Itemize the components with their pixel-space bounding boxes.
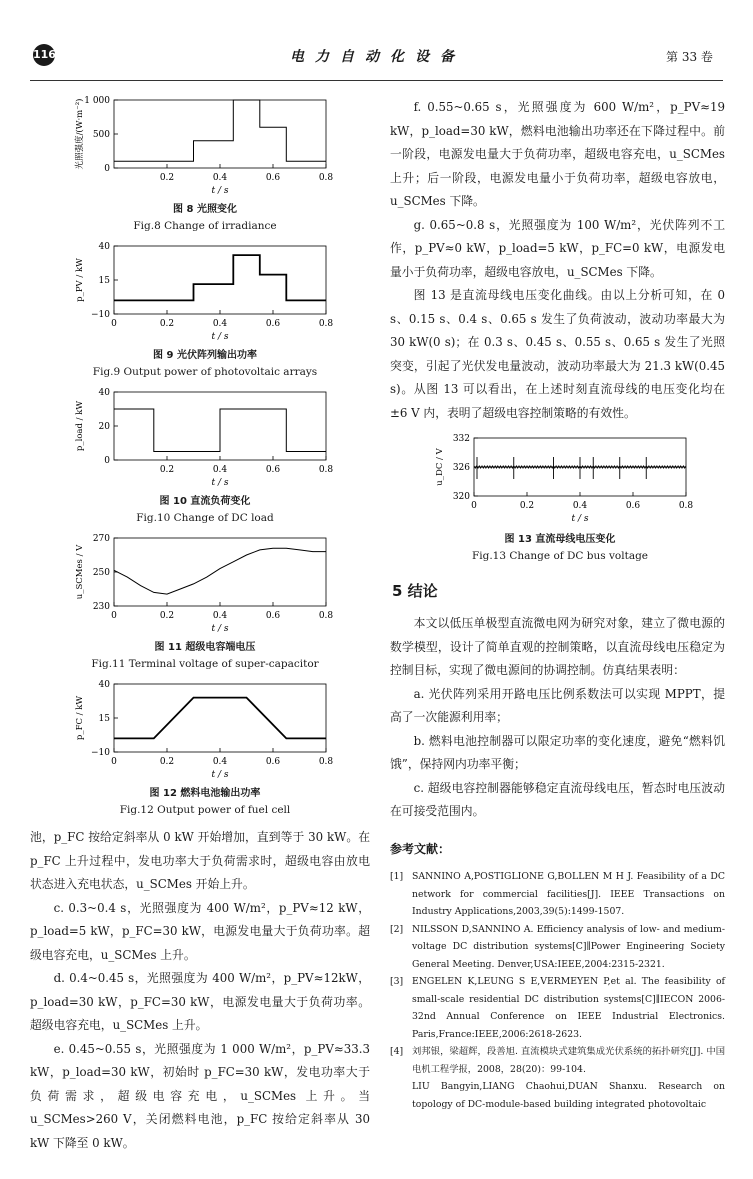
- reference-item: [3] ENGELEN K,LEUNG S E,VERMEYEN P,et al. The feasibility of small-scale residential DC distribution systems[C]∥IECON 2006-32nd Annual Conference on IEEE Industrial Electronics. Paris,France:IEEE,2006:2618-2623.: [390, 976, 725, 1040]
- x-tick-label: 0.2: [159, 465, 175, 475]
- reference-item: [2] NILSSON D,SANNINO A. Efficiency analysis of low- and medium-voltage DC distribution systems[C]∥Power Engineering Society General Meeting. Denver,USA:IEEE,2004:2315-2321.: [390, 923, 725, 970]
- supercap-voltage-chart: [60, 528, 340, 638]
- x-tick-label: 0.2: [159, 173, 175, 183]
- y-tick-label: 250: [92, 568, 110, 578]
- x-axis-label: t / s: [211, 770, 229, 780]
- irradiance-chart: [60, 90, 340, 200]
- figure-12: [60, 674, 340, 784]
- y-tick-label: 270: [92, 534, 110, 544]
- references-list: [390, 868, 725, 1113]
- x-tick-label: 0: [111, 611, 117, 621]
- section-heading: 5 结论: [392, 582, 438, 600]
- y-tick-label: 40: [98, 242, 110, 252]
- figure-8: [60, 90, 340, 200]
- figure-11: [60, 528, 340, 638]
- y-tick-label: 40: [98, 388, 110, 398]
- y-tick-label: −10: [91, 310, 110, 320]
- left-body-text: 池，p_FC 按给定斜率从 0 kW 开始增加，直到等于 30 kW。在 p_FC 上升过程中，发电功率大于负荷需求时，超级电容由放电状态进入充电状态，u_SCMes 开始上升。 c. 0.3~0.4 s，光照强度为 400 W/m²，p_PV≈12 kW，p_load=5 kW，p_FC=30 kW，电源发电量大于负荷功率。超级电容充电，u_SCMes 上升。 d. 0.4~0.45 s，光照强度为 400 W/m²，p_PV≈12kW，p_load=30 kW，p_FC=30 kW，电源发电量大于负荷功率。超级电容充电，u_SCMes 上升。 e. 0.45~0.55 s，光照强度为 1 000 W/m²，p_PV≈33.3 kW，p_load=30 kW，初始时 p_FC=30 kW，发电功率大于负荷需求，超级电容充电，u_SCMes 上升。当 u_SCMes>260 V，关闭燃料电池，p_FC 按给定斜率从 30 kW 下降至 0 kW。: [30, 830, 370, 1150]
- x-axis-label: t / s: [571, 514, 589, 524]
- right-body-text: f. 0.55~0.65 s，光照强度为 600 W/m²，p_PV≈19 kW，p_load=30 kW，燃料电池输出功率还在下降过程中。前一阶段，电源发电量大于负荷功率，超级电容充电，u_SCMes 上升；后一阶段，电源发电量小于负荷功率，超级电容放电，u_SCMes 下降。 g. 0.65~0.8 s，光照强度为 100 W/m²，光伏阵列不工作，p_PV≈0 kW，p_load=5 kW，p_FC=0 kW，电源发电量小于负荷功率，超级电容放电，u_SCMes 下降。 图 13 是直流母线电压变化曲线。由以上分析可知，在 0 s、0.15 s、0.4 s、0.65 s 发生了负荷波动，波动功率最大为 30 kW(0 s)；在 0.3 s、0.45 s、0.55 s、0.65 s 发生了光照突变，引起了光伏发电量波动，波动功率最大为 21.3 kW(0.45 s)。从图 13 可以看出，在上述时刻直流母线的电压变化均在 ±6 V 内，表明了超级电容控制策略的有效性。: [390, 100, 725, 420]
- volume-label: 第 33 卷: [666, 50, 713, 64]
- x-tick-label: 0.6: [265, 173, 281, 183]
- journal-title: 电力自动化设备: [290, 49, 465, 65]
- x-axis-label: t / s: [211, 332, 229, 342]
- y-tick-label: 0: [104, 164, 110, 174]
- dc-load-chart: [60, 382, 340, 492]
- y-axis-label: u_DC / V: [435, 448, 445, 486]
- x-tick-label: 0.6: [625, 501, 641, 511]
- figure-9-caption: 图 9 光伏阵列输出功率 Fig.9 Output power of photovoltaic arrays: [92, 350, 318, 378]
- y-axis-label: u_SCMes / V: [75, 544, 85, 600]
- y-tick-label: 15: [98, 276, 110, 286]
- plot-frame: [114, 246, 326, 314]
- header-rule: [30, 80, 723, 81]
- y-tick-label: 1 000: [84, 96, 110, 106]
- x-tick-label: 0.8: [678, 501, 694, 511]
- reference-item: [1] SANNINO A,POSTIGLIONE G,BOLLEN M H J. Feasibility of a DC network for commercial facilities[J]. IEEE Transactions on Industry Applications,2003,39(5):1499-1507.: [390, 871, 725, 917]
- x-tick-label: 0.2: [159, 757, 175, 767]
- y-tick-label: 320: [452, 492, 470, 502]
- series-line: [114, 548, 326, 594]
- x-tick-label: 0.4: [212, 757, 228, 767]
- y-tick-label: 0: [104, 456, 110, 466]
- reference-item: LIU Bangyin,LIANG Chaohui,DUAN Shanxu. Research on topology of DC-module-based building integrated photovoltaic: [412, 1081, 725, 1110]
- figure-10-caption: 图 10 直流负荷变化 Fig.10 Change of DC load: [136, 496, 274, 524]
- x-tick-label: 0.6: [265, 757, 281, 767]
- x-axis-label: t / s: [211, 186, 229, 196]
- x-tick-label: 0.8: [318, 757, 334, 767]
- x-tick-label: 0.6: [265, 465, 281, 475]
- x-tick-label: 0.2: [159, 611, 175, 621]
- y-tick-label: 326: [452, 463, 470, 473]
- x-tick-label: 0.4: [212, 611, 228, 621]
- y-tick-label: 500: [92, 130, 110, 140]
- figure-11-caption: 图 11 超级电容端电压 Fig.11 Terminal voltage of super-capacitor: [91, 642, 319, 670]
- x-tick-label: 0.8: [318, 465, 334, 475]
- series-line: [114, 255, 326, 300]
- x-tick-label: 0.8: [318, 173, 334, 183]
- x-tick-label: 0: [111, 319, 117, 329]
- x-tick-label: 0.2: [159, 319, 175, 329]
- x-tick-label: 0.6: [265, 611, 281, 621]
- x-tick-label: 0: [471, 501, 477, 511]
- y-tick-label: 332: [452, 434, 470, 444]
- references-heading: 参考文献：: [390, 842, 451, 856]
- y-tick-label: 15: [98, 714, 110, 724]
- y-tick-label: 230: [92, 602, 110, 612]
- y-axis-label: 光照强度/(W·m⁻²): [75, 98, 85, 170]
- x-tick-label: 0: [111, 757, 117, 767]
- conclusion-text: 本文以低压单极型直流微电网为研究对象，建立了微电源的数学模型，设计了简单直观的控制策略，以直流母线电压稳定为控制目标，实现了微电源间的协调控制。仿真结果表明： a. 光伏阵列采用开路电压比例系数法可以实现 MPPT，提高了一次能源利用率； b. 燃料电池控制器可以限定功率的变化速度，避免“燃料饥饿”，保持网内功率平衡； c. 超级电容控制器能够稳定直流母线电压，暂态时电压波动在可接受范围内。: [390, 616, 725, 818]
- x-tick-label: 0.4: [212, 319, 228, 329]
- x-tick-label: 0.4: [572, 501, 588, 511]
- y-tick-label: 40: [98, 680, 110, 690]
- figure-9: [60, 236, 340, 346]
- series-line: [114, 698, 326, 739]
- x-tick-label: 0.6: [265, 319, 281, 329]
- figure-12-caption: 图 12 燃料电池输出功率 Fig.12 Output power of fuel cell: [119, 788, 291, 816]
- plot-frame: [114, 100, 326, 168]
- x-tick-label: 0.8: [318, 611, 334, 621]
- y-axis-label: p_FC / kW: [75, 695, 85, 741]
- x-tick-label: 0.2: [519, 501, 535, 511]
- series-line: [114, 409, 326, 452]
- figure-13: [420, 428, 700, 528]
- y-tick-label: 20: [98, 422, 110, 432]
- x-tick-label: 0.8: [318, 319, 334, 329]
- figure-8-caption: 图 8 光照变化 Fig.8 Change of irradiance: [133, 204, 277, 232]
- x-tick-label: 0.4: [212, 465, 228, 475]
- y-axis-label: p_load / kW: [75, 400, 85, 452]
- series-line: [114, 100, 326, 161]
- y-axis-label: p_PV / kW: [75, 258, 85, 302]
- y-tick-label: −10: [91, 748, 110, 758]
- figure-10: [60, 382, 340, 492]
- dc-bus-voltage-chart: [420, 428, 700, 528]
- figure-13-caption: 图 13 直流母线电压变化 Fig.13 Change of DC bus voltage: [471, 534, 649, 562]
- fuel-cell-power-chart: [60, 674, 340, 784]
- plot-frame: [114, 684, 326, 752]
- x-axis-label: t / s: [211, 624, 229, 634]
- page-header: [0, 0, 753, 65]
- plot-frame: [114, 538, 326, 606]
- pv-power-chart: [60, 236, 340, 346]
- reference-item: [4] 刘邦银，梁超辉，段善旭. 直流模块式建筑集成光伏系统的拓扑研究[J]. 中国电机工程学报，2008，28(20)：99-104.: [390, 1046, 725, 1075]
- page-number: 116: [33, 44, 55, 66]
- x-tick-label: 0.4: [212, 173, 228, 183]
- x-axis-label: t / s: [211, 478, 229, 488]
